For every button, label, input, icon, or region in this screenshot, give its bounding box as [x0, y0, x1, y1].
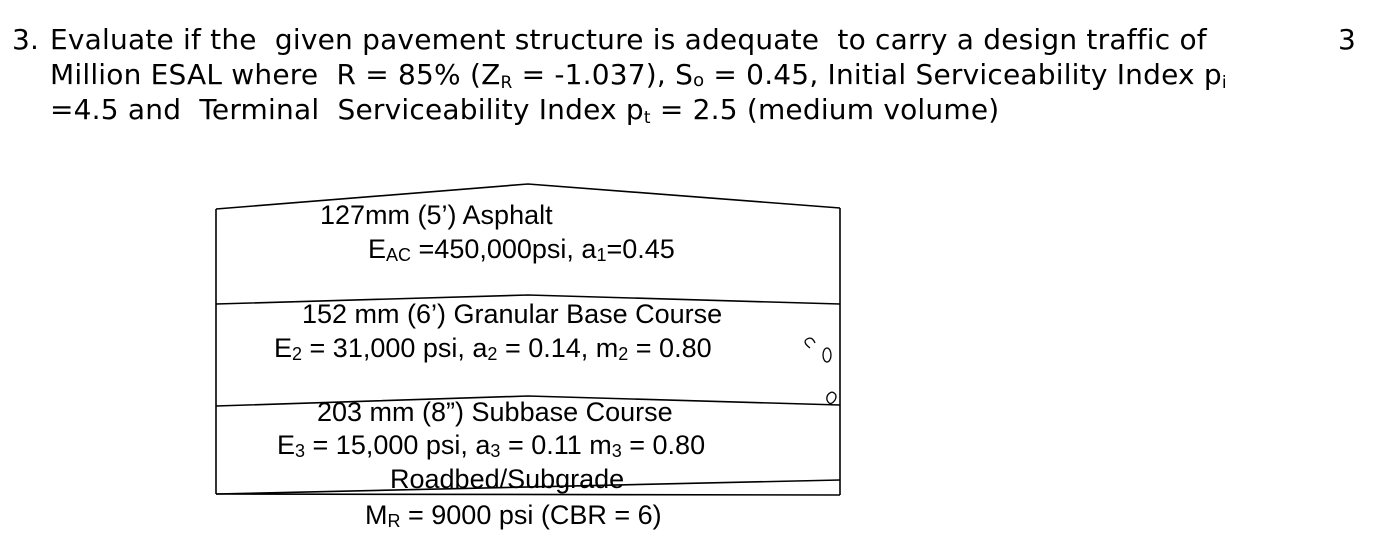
- aggregate-symbol: [823, 348, 831, 362]
- pi-subscript: i: [1221, 73, 1227, 93]
- problem-line-1: Evaluate if the given pavement structure is adequate to carry a design traffic of: [50, 23, 1207, 56]
- base-layer-title: 152 mm (6’) Granular Base Course: [302, 299, 723, 329]
- problem-line-1-end: 3: [1338, 23, 1357, 56]
- subgrade-layer-title: Roadbed/Subgrade: [390, 464, 625, 494]
- problem-line-2: Million ESAL where R = 85% (ZR = -1.037), So = 0.45, Initial Serviceability Index pi: [50, 58, 1227, 93]
- asphalt-layer-title: 127mm (5’) Asphalt: [320, 200, 553, 230]
- base-layer-properties: E2 = 31,000 psi, a2 = 0.14, m2 = 0.80: [274, 333, 712, 364]
- subbase-layer-properties: E3 = 15,000 psi, a3 = 0.11 m3 = 0.80: [277, 430, 706, 461]
- aggregate-symbol: [805, 338, 815, 348]
- problem-line-3: =4.5 and Terminal Serviceability Index pt = 2.5 (medium volume): [50, 93, 1000, 128]
- zr-subscript: R: [500, 73, 513, 93]
- subgrade-layer-properties: MR = 9000 psi (CBR = 6): [365, 500, 662, 531]
- so-subscript: o: [693, 70, 705, 91]
- asphalt-layer-properties: EAC =450,000psi, a1=0.45: [368, 234, 675, 265]
- problem-number: 3.: [12, 23, 40, 56]
- aggregate-symbol: [827, 392, 836, 404]
- pavement-structure-diagram: [210, 178, 850, 531]
- subbase-layer-title: 203 mm (8”) Subbase Course: [317, 397, 673, 427]
- pt-subscript: t: [643, 108, 651, 128]
